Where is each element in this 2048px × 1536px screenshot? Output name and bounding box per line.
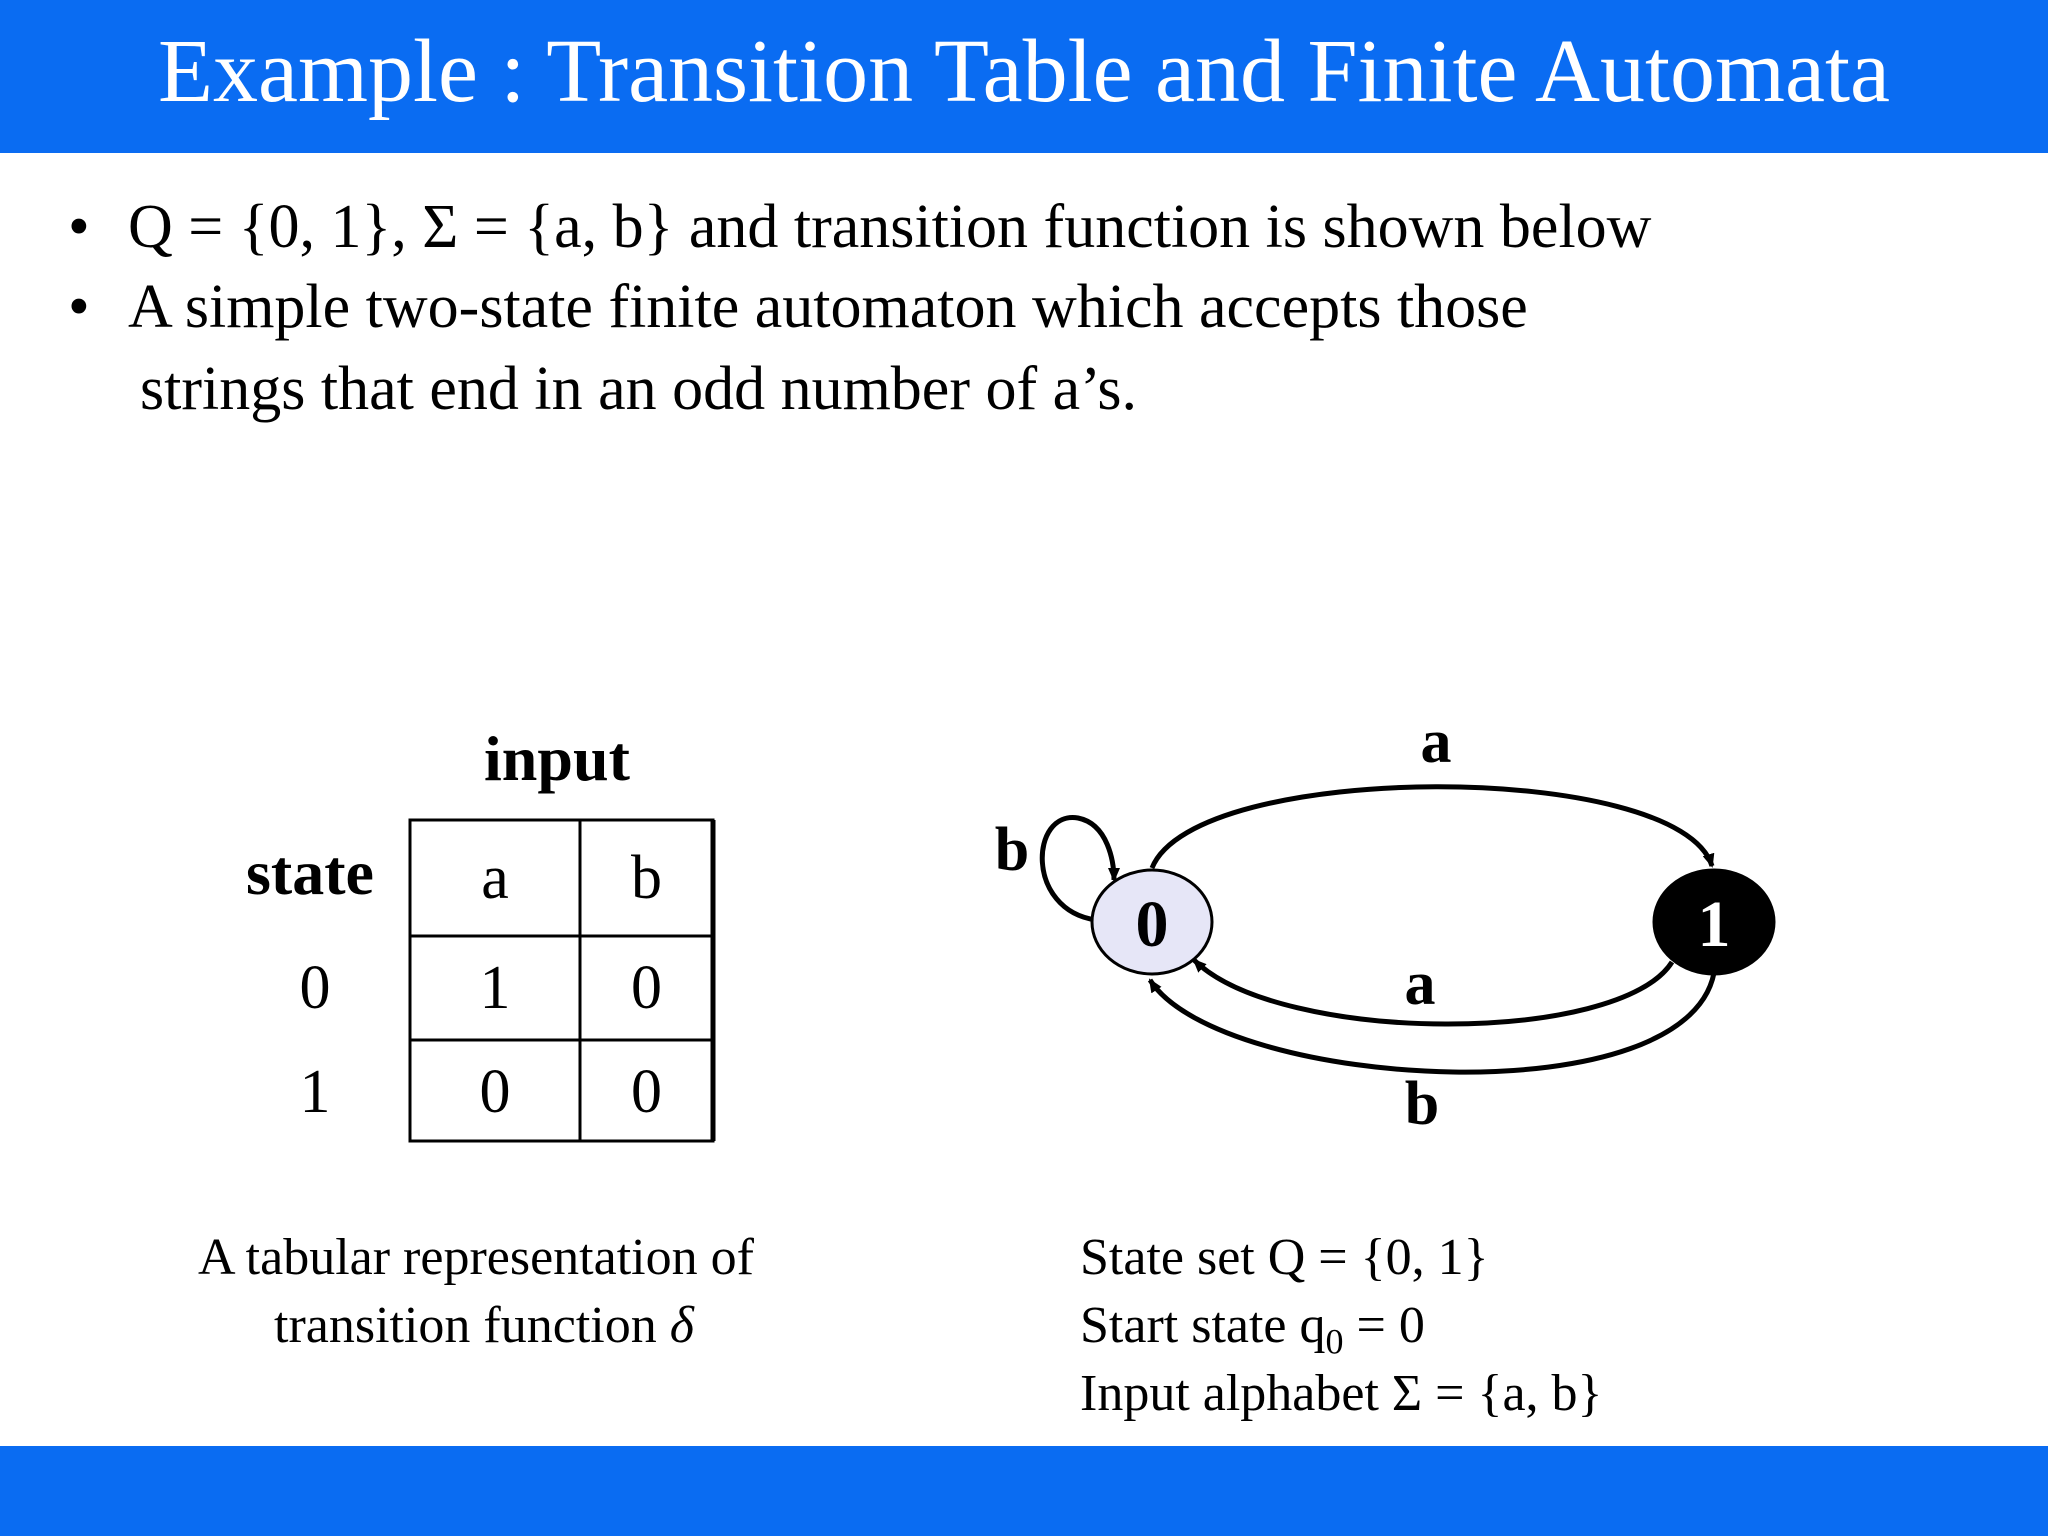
edge-0-to-1-a	[1152, 787, 1712, 868]
footer-bar	[0, 1446, 2048, 1536]
info-start-prefix: Start state q	[1080, 1297, 1326, 1354]
table-cell-0-b: 0	[631, 953, 662, 1022]
bullet-dot-icon: •	[68, 273, 90, 341]
delta-symbol: δ	[669, 1297, 694, 1354]
state-1-label: 1	[1697, 888, 1731, 961]
table-row-1-state: 1	[299, 1057, 331, 1126]
bullet-dot-icon: •	[68, 193, 90, 261]
table-caption-text: transition function	[274, 1297, 670, 1354]
bullet-2-continuation: strings that end in an odd number of a’s.	[140, 355, 1137, 423]
table-header-a: a	[481, 843, 509, 912]
info-input-alphabet: Input alphabet Σ = {a, b}	[1080, 1365, 1603, 1422]
bullet-2-text: A simple two-state finite automaton which accepts those	[128, 273, 1528, 341]
edge-label-0-self-b: b	[994, 816, 1030, 884]
table-cell-1-b: 0	[631, 1057, 662, 1126]
table-caption-line1: A tabular representation of	[198, 1229, 754, 1286]
bullet-1-text: Q = {0, 1}, Σ = {a, b} and transition function is shown below	[128, 193, 1652, 261]
edge-label-1-to-0-b: b	[1404, 1070, 1440, 1138]
edge-label-1-to-0-a: a	[1404, 950, 1436, 1018]
table-row-0-state: 0	[299, 953, 331, 1022]
info-start-suffix: = 0	[1343, 1297, 1425, 1354]
table-input-label: input	[484, 723, 630, 794]
info-start-sub: 0	[1325, 1321, 1344, 1362]
edge-label-0-to-1-a: a	[1420, 708, 1452, 776]
state-0-label: 0	[1135, 888, 1169, 961]
table-cell-0-a: 1	[479, 953, 511, 1022]
table-state-label: state	[246, 837, 374, 908]
info-state-set: State set Q = {0, 1}	[1080, 1229, 1489, 1286]
table-header-b: b	[631, 843, 662, 912]
slide-title: Example : Transition Table and Finite Automata	[158, 22, 1890, 121]
table-cell-1-a: 0	[479, 1057, 511, 1126]
